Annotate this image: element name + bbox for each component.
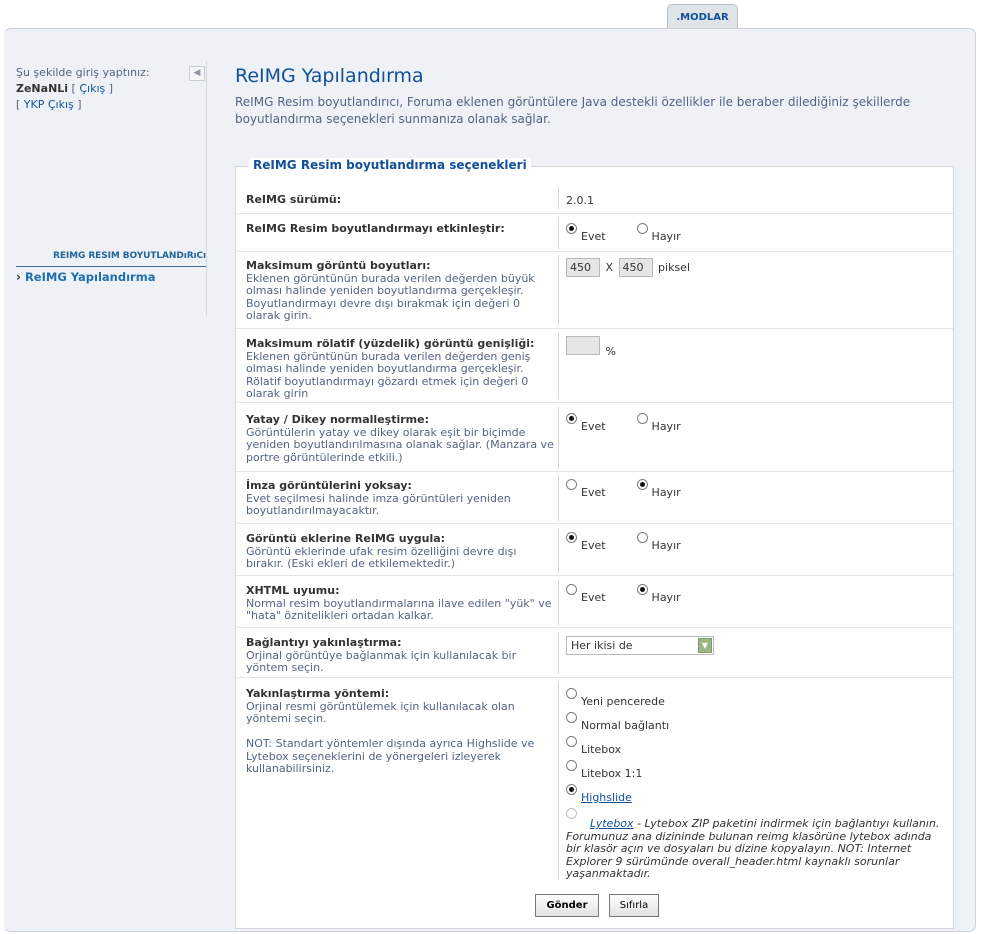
zoom-litebox-1to1-label: Litebox 1:1 bbox=[581, 767, 643, 780]
zoom-new-window-radio[interactable] bbox=[566, 688, 577, 699]
rel-width-input[interactable] bbox=[566, 336, 600, 355]
page-title: ReIMG Yapılandırma bbox=[235, 65, 424, 87]
normalize-yes-label: Evet bbox=[581, 420, 606, 433]
row-separator bbox=[236, 402, 953, 403]
enable-row-label bbox=[246, 223, 554, 236]
zoom-new-window-label: Yeni pencerede bbox=[581, 695, 665, 708]
signature-yes-radio[interactable] bbox=[566, 479, 577, 490]
row-separator bbox=[236, 627, 953, 628]
zoom-option-normal-link bbox=[566, 712, 670, 732]
rel-width-inputs bbox=[566, 336, 616, 358]
normalize-no-label: Hayır bbox=[651, 420, 681, 433]
link-select[interactable] bbox=[566, 636, 714, 655]
rel-width-row-label bbox=[246, 338, 554, 401]
zoom-lytebox-radio[interactable] bbox=[566, 808, 577, 819]
max-size-row-label bbox=[246, 260, 554, 323]
page-description: ReIMG Resim boyutlandırıcı, Foruma eklenen görüntülere Java destekli özellikler ile beraber dilediğiniz şekillerde boyutlandırma seçenekleri sunmanıza olanak sağlar. bbox=[235, 95, 911, 126]
size-unit: piksel bbox=[658, 261, 691, 274]
enable-label: ReIMG Resim boyutlandırmayı etkinleştir: bbox=[246, 222, 505, 235]
logout-link[interactable]: Çıkış bbox=[79, 82, 106, 95]
row-divider bbox=[558, 528, 559, 573]
fieldset-legend: ReIMG Resim boyutlandırma seçenekleri bbox=[249, 158, 531, 172]
row-separator bbox=[236, 328, 953, 329]
version-row-label bbox=[246, 194, 554, 207]
xhtml-no-radio[interactable] bbox=[637, 584, 648, 595]
xhtml-no-label: Hayır bbox=[651, 591, 681, 604]
zoom-normal-link-label: Normal bağlantı bbox=[581, 719, 670, 732]
row-separator bbox=[236, 677, 953, 678]
zoom-option-highslide bbox=[566, 784, 632, 804]
ykp-logout-link[interactable]: YKP Çıkış bbox=[23, 98, 74, 111]
row-divider bbox=[558, 475, 559, 521]
rel-width-desc: Eklenen görüntünün burada verilen değerden geniş olması halinde yeniden boyutlandırma gerçekleşir. Rölatif boyutlandırmayı gözardı etmek için değeri 0 olarak girin bbox=[246, 349, 531, 400]
row-divider bbox=[558, 217, 559, 249]
logged-in-text: Şu şekilde giriş yaptınız: bbox=[16, 66, 150, 79]
attach-label: Görüntü eklerine ReIMG uygula: bbox=[246, 532, 446, 545]
zoom-option-litebox bbox=[566, 736, 622, 756]
zoom-option-lytebox bbox=[566, 808, 946, 881]
zoom-label: Yakınlaştırma yöntemi: bbox=[246, 687, 390, 700]
row-divider bbox=[558, 187, 559, 209]
signature-row-label bbox=[246, 480, 554, 518]
enable-radios bbox=[566, 223, 681, 243]
zoom-row-label bbox=[246, 688, 554, 776]
attach-desc: Görüntü eklerinde ufak resim özelliğini devre dışı bırakır. (Eski ekleri de etkilemektedir.) bbox=[246, 544, 517, 570]
version-value: 2.0.1 bbox=[566, 194, 594, 207]
zoom-litebox-label: Litebox bbox=[581, 743, 622, 756]
user-info: Şu şekilde giriş yaptınız: ZeNaNLi [ Çıkış ] [ YKP Çıkış ] bbox=[16, 65, 176, 113]
attach-no-label: Hayır bbox=[651, 539, 681, 552]
signature-yes-label: Evet bbox=[581, 486, 606, 499]
chevron-down-icon[interactable]: ▼ bbox=[698, 638, 712, 653]
normalize-label: Yatay / Dikey normalleştirme: bbox=[246, 413, 429, 426]
link-label: Bağlantıyı yakınlaştırma: bbox=[246, 636, 402, 649]
row-separator bbox=[236, 575, 953, 576]
signature-no-radio[interactable] bbox=[637, 479, 648, 490]
lytebox-link[interactable]: Lytebox bbox=[590, 817, 634, 830]
xhtml-label: XHTML uyumu: bbox=[246, 584, 340, 597]
username: ZeNaNLi bbox=[16, 82, 69, 95]
link-row-label bbox=[246, 637, 554, 675]
link-desc: Orjinal görüntüye bağlanmak için kullanılacak bir yöntem seçin. bbox=[246, 648, 517, 674]
row-separator bbox=[236, 251, 953, 252]
normalize-yes-radio[interactable] bbox=[566, 413, 577, 424]
row-divider bbox=[558, 682, 559, 880]
signature-radios bbox=[566, 479, 681, 499]
zoom-litebox-1to1-radio[interactable] bbox=[566, 760, 577, 771]
xhtml-yes-radio[interactable] bbox=[566, 584, 577, 595]
version-label: ReIMG sürümü: bbox=[246, 193, 342, 206]
max-size-inputs bbox=[566, 258, 690, 277]
reset-button[interactable]: Sıfırla bbox=[609, 894, 659, 917]
zoom-option-new-window bbox=[566, 688, 665, 708]
zoom-litebox-radio[interactable] bbox=[566, 736, 577, 747]
enable-no-radio[interactable] bbox=[637, 223, 648, 234]
signature-label: İmza görüntülerini yoksay: bbox=[246, 479, 412, 492]
lytebox-description bbox=[566, 818, 946, 881]
highslide-link[interactable]: Highslide bbox=[581, 791, 632, 804]
sidebar-section-header: REIMG RESIM BOYUTLANDıRıCı bbox=[16, 251, 206, 267]
max-size-desc: Eklenen görüntünün burada verilen değerden büyük olması halinde yeniden boyutlandırma gerçekleşir. Boyutlandırmayı devre dışı bırakmak için değeri 0 olarak girin. bbox=[246, 271, 535, 322]
xhtml-row-label bbox=[246, 585, 554, 623]
zoom-highslide-radio[interactable] bbox=[566, 784, 577, 795]
max-height-input[interactable]: 450 bbox=[619, 258, 653, 277]
zoom-option-litebox-1to1 bbox=[566, 760, 643, 780]
zoom-note: NOT: Standart yöntemler dışında ayrıca Highslide ve Lytebox seçeneklerini de yönergeleri izleyerek kullanabilirsiniz. bbox=[246, 737, 535, 775]
zoom-normal-link-radio[interactable] bbox=[566, 712, 577, 723]
tab-modlar[interactable]: .MODLAR bbox=[667, 4, 738, 29]
normalize-desc: Görüntülerin yatay ve dikey olarak eşit bir biçimde yeniden boyutlandırılmasına olanak sağlar. (Manzara ve portre görüntülerinde etkili.) bbox=[246, 425, 554, 464]
row-divider bbox=[558, 580, 559, 625]
xhtml-yes-label: Evet bbox=[581, 591, 606, 604]
max-width-input[interactable]: 450 bbox=[566, 258, 600, 277]
xhtml-desc: Normal resim boyutlandırmalarına ilave edilen "yük" ve "hata" öznitelikleri ortadan kalkar. bbox=[246, 596, 552, 622]
row-separator bbox=[236, 213, 953, 214]
enable-no-label: Hayır bbox=[651, 230, 681, 243]
panel bbox=[4, 31, 970, 929]
rel-width-label: Maksimum rölatif (yüzdelik) görüntü genişliği: bbox=[246, 337, 535, 350]
row-divider bbox=[558, 255, 559, 325]
xhtml-radios bbox=[566, 584, 681, 604]
collapse-menu-icon[interactable]: ◀ bbox=[189, 66, 205, 81]
percent-unit: % bbox=[605, 345, 616, 358]
signature-desc: Evet seçilmesi halinde imza görüntüleri yeniden boyutlandırılmayacaktır. bbox=[246, 491, 511, 517]
sidebar-menu bbox=[4, 31, 206, 321]
lytebox-desc-text: - Lytebox ZIP paketini indirmek için bağlantıyı kullanın. Forumunuz ana dizininde bulunan reimg klasörüne lytebox adında bir klasör açın ve dosyaları bu dizine kopyalayın. NOT: Internet Explorer 9 sürümünde overall_header.html kaynaklı sorunlar yaşanmaktadır. bbox=[566, 817, 940, 880]
link-select-value: Her ikisi de bbox=[571, 639, 633, 652]
attach-yes-label: Evet bbox=[581, 539, 606, 552]
zoom-desc: Orjinal resmi görüntülemek için kullanılacak olan yöntemi seçin. bbox=[246, 699, 515, 725]
row-divider bbox=[558, 407, 559, 469]
row-separator bbox=[236, 523, 953, 524]
size-separator: X bbox=[605, 261, 614, 274]
attach-no-radio[interactable] bbox=[637, 532, 648, 543]
max-size-label: Maksimum görüntü boyutları: bbox=[246, 259, 431, 272]
sidebar-item-reimg-config[interactable]: › ReIMG Yapılandırma bbox=[16, 270, 155, 284]
row-separator bbox=[236, 471, 953, 472]
attach-yes-radio[interactable] bbox=[566, 532, 577, 543]
options-fieldset bbox=[235, 158, 954, 929]
signature-no-label: Hayır bbox=[651, 486, 681, 499]
attach-radios bbox=[566, 532, 681, 552]
attach-row-label bbox=[246, 533, 554, 571]
sidebar-divider bbox=[206, 61, 207, 316]
enable-yes-label: Evet bbox=[581, 230, 606, 243]
row-divider bbox=[558, 632, 559, 674]
row-divider bbox=[558, 333, 559, 399]
normalize-row-label bbox=[246, 414, 554, 464]
normalize-radios bbox=[566, 413, 681, 433]
enable-yes-radio[interactable] bbox=[566, 223, 577, 234]
normalize-no-radio[interactable] bbox=[637, 413, 648, 424]
submit-button[interactable]: Gönder bbox=[535, 894, 599, 917]
